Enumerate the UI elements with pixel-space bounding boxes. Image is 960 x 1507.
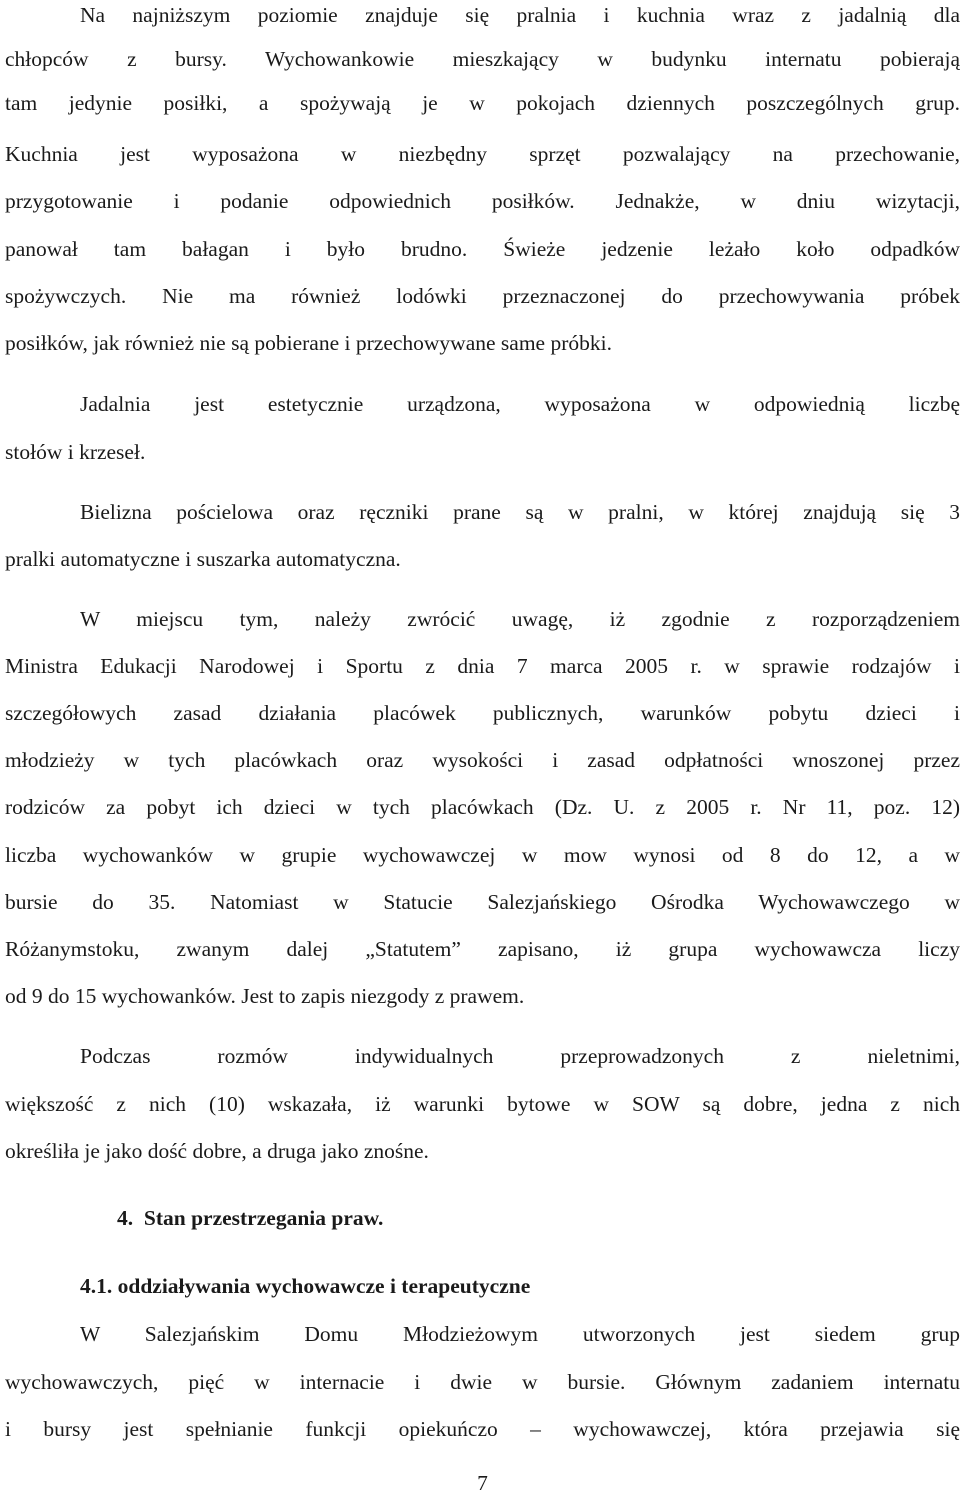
text-line: stołów i krzeseł.: [5, 440, 146, 464]
section-heading: [117, 1203, 383, 1233]
subsection-title: oddziaływania wychowawcze i terapeutyczne: [117, 1274, 531, 1298]
text-line: określiła je jako dość dobre, a druga jako znośne.: [5, 1139, 429, 1163]
text-line: Bielizna pościelowa oraz ręczniki prane są w pralni, w której znajdują się 3: [80, 500, 960, 524]
page-number: 7: [477, 1471, 488, 1495]
text-line: panował tam bałagan i było brudno. Świeże jedzenie leżało koło odpadków: [5, 237, 960, 261]
text-line: większość z nich (10) wskazała, iż warunki bytowe w SOW są dobre, jedna z nich: [5, 1092, 960, 1116]
text-line: Kuchnia jest wyposażona w niezbędny sprzęt pozwalający na przechowanie,: [5, 142, 960, 166]
text-line: wychowawczych, pięć w internacie i dwie w bursie. Głównym zadaniem internatu: [5, 1370, 960, 1394]
text-line: bursie do 35. Natomiast w Statucie Salezjańskiego Ośrodka Wychowawczego w: [5, 890, 960, 914]
text-line: liczba wychowanków w grupie wychowawczej w mow wynosi od 8 do 12, a w: [5, 843, 960, 867]
text-line: przygotowanie i podanie odpowiednich posiłków. Jednakże, w dniu wizytacji,: [5, 189, 960, 213]
subsection-heading: [80, 1271, 530, 1301]
section-title: Stan przestrzegania praw.: [143, 1206, 384, 1230]
text-line: tam jedynie posiłki, a spożywają je w pokojach dziennych poszczególnych grup.: [5, 91, 960, 115]
text-line: szczegółowych zasad działania placówek publicznych, warunków pobytu dzieci i: [5, 701, 960, 725]
text-line: Jadalnia jest estetycznie urządzona, wyposażona w odpowiednią liczbę: [80, 392, 960, 416]
subsection-number: 4.1.: [80, 1274, 113, 1298]
text-line: posiłków, jak również nie są pobierane i przechowywane same próbki.: [5, 331, 612, 355]
section-number: 4.: [117, 1206, 134, 1230]
text-line: spożywczych. Nie ma również lodówki przeznaczonej do przechowywania próbek: [5, 284, 960, 308]
text-line: Ministra Edukacji Narodowej i Sportu z dnia 7 marca 2005 r. w sprawie rodzajów i: [5, 654, 960, 678]
text-line: młodzieży w tych placówkach oraz wysokości i zasad odpłatności wnoszonej przez: [5, 748, 960, 772]
text-line: pralki automatyczne i suszarka automatyczna.: [5, 547, 401, 571]
text-line: Podczas rozmów indywidualnych przeprowadzonych z nieletnimi,: [80, 1044, 960, 1068]
text-line: Na najniższym poziomie znajduje się pralnia i kuchnia wraz z jadalnią dla: [80, 3, 960, 27]
text-line: i bursy jest spełnianie funkcji opiekuńczo – wychowawczej, która przejawia się: [5, 1417, 960, 1441]
text-line: od 9 do 15 wychowanków. Jest to zapis niezgody z prawem.: [5, 984, 525, 1008]
text-line: rodziców za pobyt ich dzieci w tych placówkach (Dz. U. z 2005 r. Nr 11, poz. 12): [5, 795, 960, 819]
text-line: chłopców z bursy. Wychowankowie mieszkający w budynku internatu pobierają: [5, 47, 960, 71]
text-line: W miejscu tym, należy zwrócić uwagę, iż zgodnie z rozporządzeniem: [80, 607, 960, 631]
text-line: W Salezjańskim Domu Młodzieżowym utworzonych jest siedem grup: [80, 1322, 960, 1346]
text-line: Różanymstoku, zwanym dalej „Statutem” zapisano, iż grupa wychowawcza liczy: [5, 937, 960, 961]
